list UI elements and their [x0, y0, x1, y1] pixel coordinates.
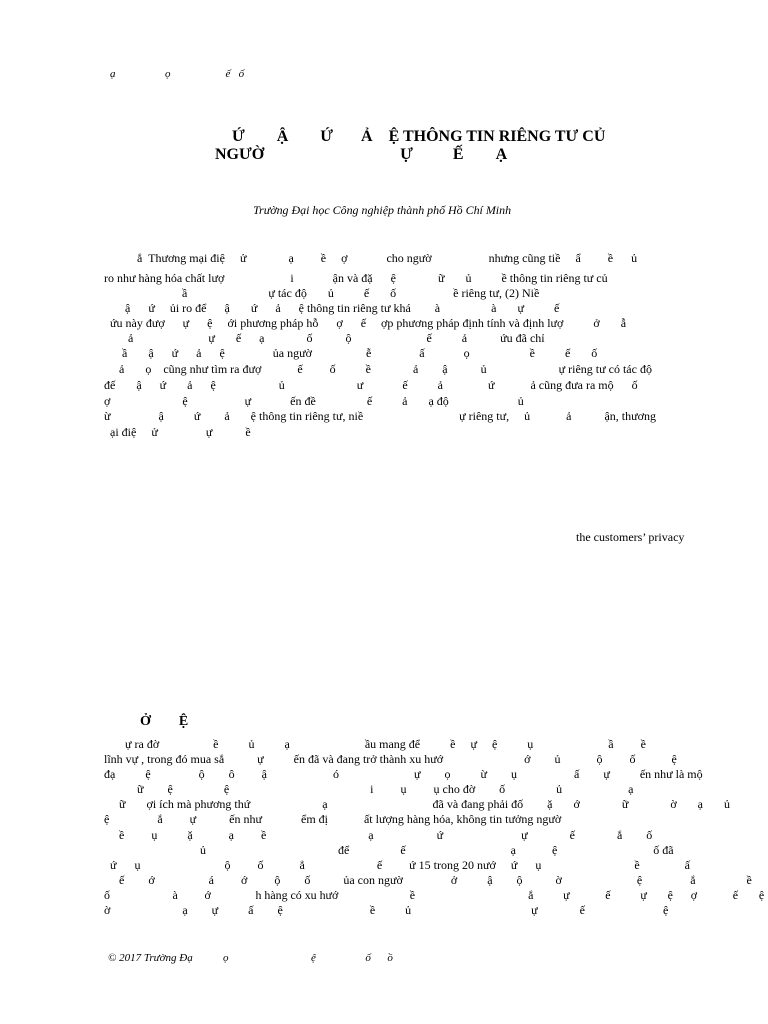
body-line: ệ ắ ự ến như ểm đị ất lượng hàng hóa, không tin tưởng ngườ [104, 812, 562, 826]
body-line: ề ụ ặ ạ ề ạ ứ ự ế ắ ố [104, 828, 653, 842]
abstract-line: ứu này đượ ự ệ ới phương pháp hỗ ợ ế ợp phương pháp định tính và định lượ ở ẫ [104, 316, 627, 330]
copyright-footer: © 2017 Trường Đạ ọ ệ ố ồ [108, 952, 393, 964]
abstract-line: ầ ự tác độ ủ ế ố ề riêng tư, (2) Niề [104, 286, 540, 300]
author-affiliation: Trường Đại học Công nghiệp thành phố Hồ Chí Minh [253, 203, 512, 217]
body-line: ế ớ á ớ ộ ố ủa con ngườ ở ậ ộ ờ ệ ắ ề [104, 873, 752, 887]
body-line: ự ra đờ ề ủ ạ ầu mang để ề ự ệ ụ ầ ề [104, 737, 646, 751]
body-line: lĩnh vự , trong đó mua sắ ự ến đã và đang trở thành xu hướ ớ ủ ộ ố ệ [104, 752, 677, 766]
running-header: ạ ọ ế ố [110, 68, 245, 80]
body-line: ữ ệ ệ i ụ ụ cho đờ ố ủ ạ [104, 782, 634, 796]
body-line: đạ ệ ộ ô ậ ó ự ọ ừ ụ ấ ự ến như là mộ [104, 767, 703, 781]
body-line: ố à ớ h hàng có xu hướ ề ắ ự ế ự ệ ợ ế ệ [104, 888, 765, 902]
abstract-line: ả ự ế ạ ố ộ ế ả ứu đã chỉ [104, 331, 545, 345]
abstract-line: đế ậ ứ ả ệ ủ ư ế ả ứ ả cũng đưa ra mộ ố [104, 378, 638, 392]
body-line: ữ ợi ích mà phương thứ ạ đã và đang phải đố ặ ớ ữ ờ ạ ủ [104, 797, 731, 811]
body-line: ủ để ế ạ ệ ố đã [104, 843, 674, 857]
paper-title-line-2: NGƯỜ Ự Ế Ạ [215, 146, 508, 163]
body-line: ứ ụ ộ ố ẳ ế ứ 15 trong 20 nướ ứ ụ ề ấ [104, 858, 690, 872]
section-heading: Ở Ệ [140, 714, 189, 729]
abstract-line: ợ ệ ự ến đề ế ả ạ độ ủ [104, 394, 524, 408]
abstract-line: ầ ậ ứ ả ệ ủa ngườ ễ ấ ọ ề ế ố [104, 346, 598, 360]
abstract-line: ro như hàng hóa chất lượ i ận và đặ ệ ữ ủ ề thông tin riêng tư củ [104, 271, 608, 285]
abstract-line: ả ọ cũng như tìm ra đượ ế ố ề ả ậ ủ ự riêng tư có tác độ [104, 362, 652, 376]
abstract-line: ừ ậ ứ ả ệ thông tin riêng tư, niề ự riêng tư, ủ ả ận, thương [104, 409, 656, 423]
body-line: ờ ạ ự ấ ệ ề ủ ự ế ệ [104, 903, 669, 917]
abstract-line: ậ ứ ủi ro để ậ ứ ả ệ thông tin riêng tư khá à à ự ế [104, 301, 560, 315]
keywords-line: the customers’ privacy [576, 530, 685, 544]
abstract-line: ắ Thương mại điệ ử ạ ề ợ cho ngườ nhưng cũng tiề ẩ ề ủ [104, 251, 638, 265]
paper-title-line-1: Ứ Ậ Ứ Ả Ệ THÔNG TIN RIÊNG TƯ CỦ [232, 128, 606, 145]
abstract-line: ại điệ ử ự ề [104, 425, 251, 439]
